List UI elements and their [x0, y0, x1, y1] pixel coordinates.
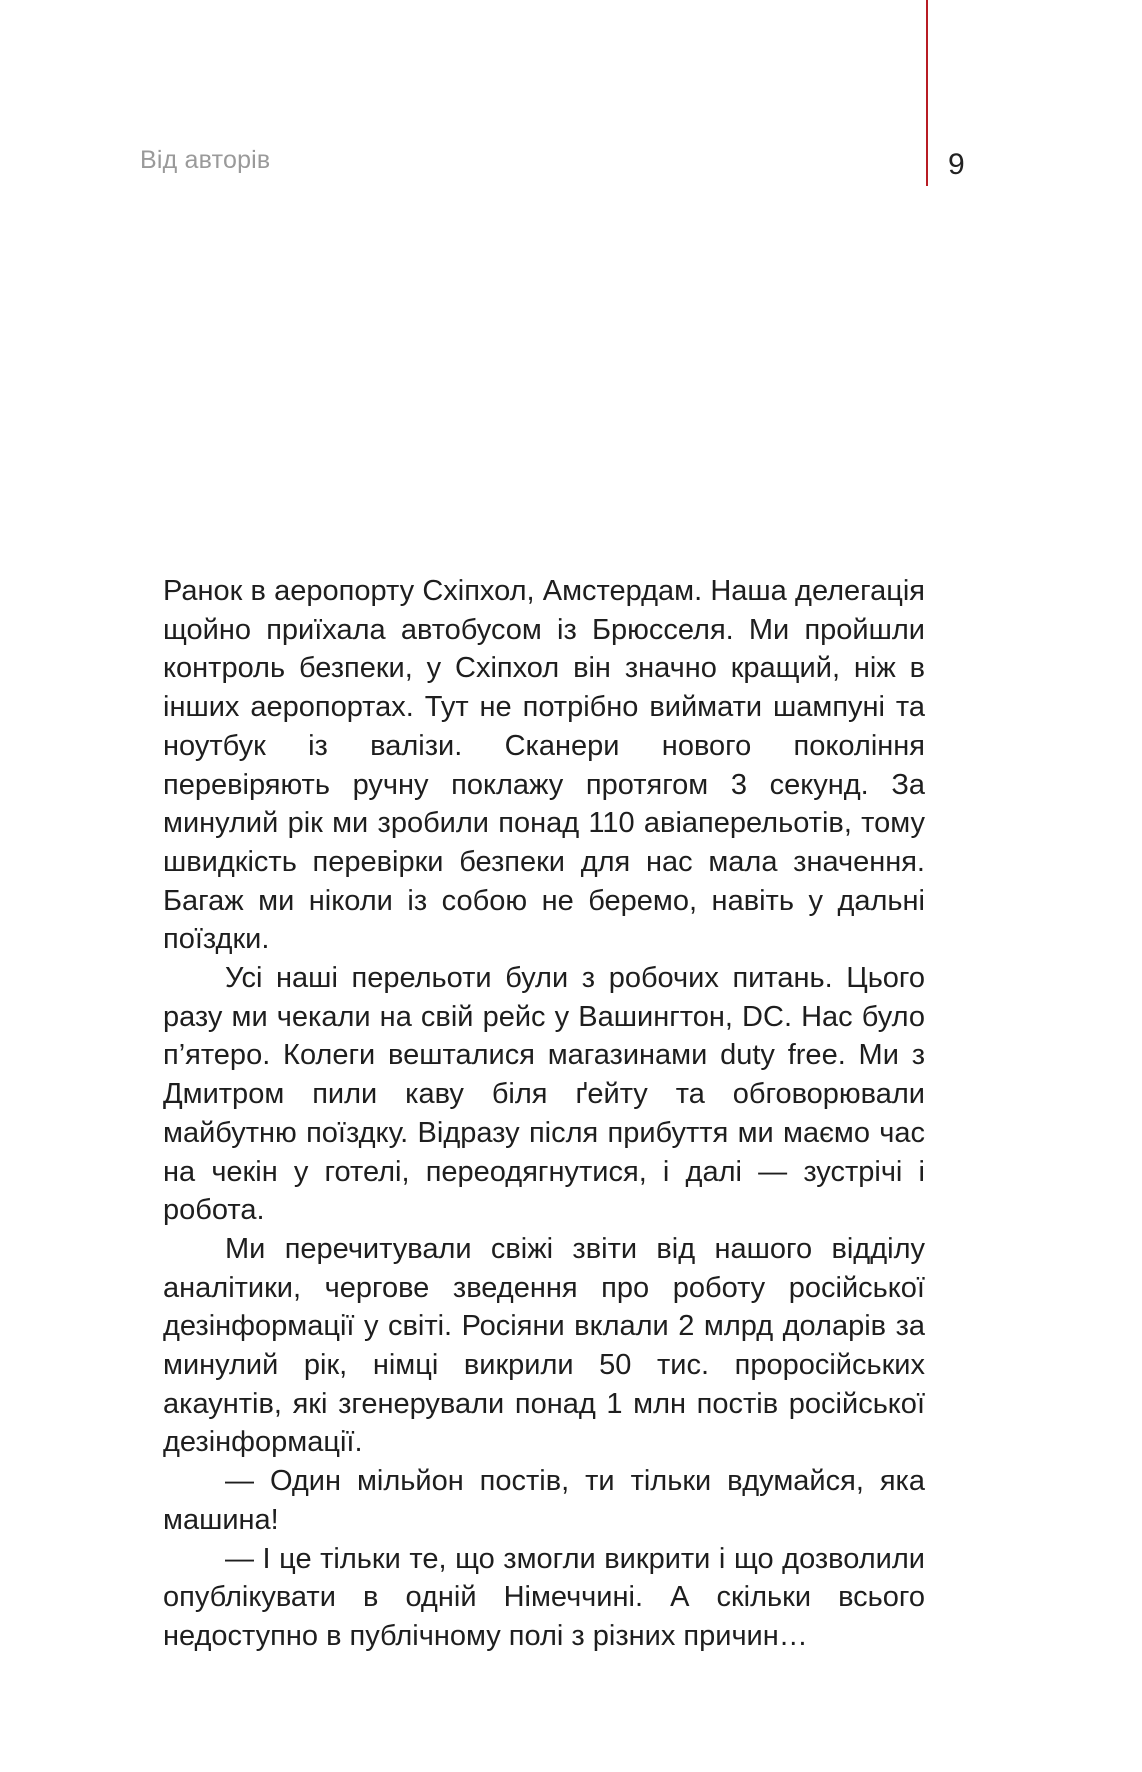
header-rule	[926, 0, 928, 186]
dialogue-line: — І це тільки те, що змогли викрити і що дозволили опублікувати в одній Німеччині. А скільки всього недоступно в публічному полі з різних причин…	[163, 1542, 925, 1652]
body-text	[163, 572, 925, 1656]
dialogue-line: — Один мільйон постів, ти тільки вдумайся, яка машина!	[163, 1465, 925, 1536]
running-head: Від авторів	[140, 146, 271, 174]
paragraph: Ми перечитували свіжі звіти від нашого відділу аналітики, чергове зведення про роботу російської дезінформації у світі. Росіяни вклали 2 млрд доларів за минулий рік, німці викрили 50 тис. проросійських акаунтів, які згенерували понад 1 млн постів російської дезінформації.	[163, 1232, 925, 1459]
page-number: 9	[948, 148, 965, 181]
paragraph: Ранок в аеропорту Схіпхол, Амстердам. Наша делегація щойно приїхала автобусом із Брюсселя. Ми пройшли контроль безпеки, у Схіпхол він значно кращий, ніж в інших аеропортах. Тут не потрібно виймати шампуні та ноутбук із валізи. Сканери нового покоління перевіряють ручну поклажу протягом 3 секунд. За минулий рік ми зробили понад 110 авіаперельотів, тому швидкість перевірки безпеки для нас мала значення. Багаж ми ніколи із собою не беремо, навіть у дальні поїздки.	[163, 575, 925, 956]
paragraph: Усі наші перельоти були з робочих питань. Цього разу ми чекали на свій рейс у Вашингтон, DC. Нас було п’ятеро. Колеги вешталися магазинами duty free. Ми з Дмитром пили каву біля ґейту та обговорювали майбутню поїздку. Відразу після прибуття ми маємо час на чекін у готелі, переодягнутися, і далі — зустрічі і робота.	[163, 962, 925, 1227]
